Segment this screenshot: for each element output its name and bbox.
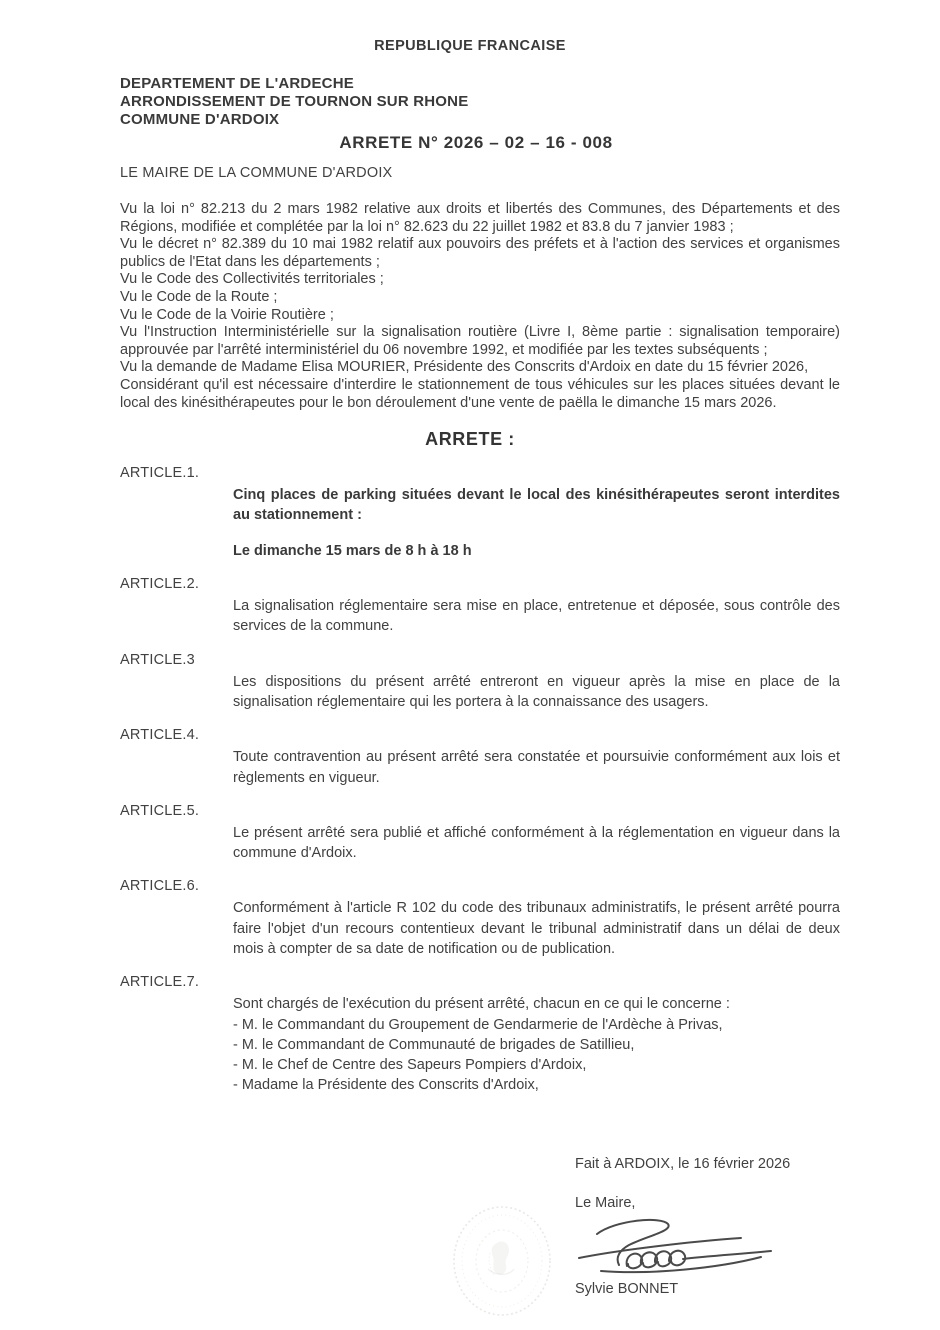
article-paragraph: Cinq places de parking situées devant le local des kinésithérapeutes seront interdites au stationnement : (233, 487, 840, 524)
arrete-heading: ARRETE : (425, 429, 515, 450)
republic-title: REPUBLIQUE FRANCAISE (374, 38, 566, 54)
recital-line: Vu le décret n° 82.389 du 10 mai 1982 relatif aux pouvoirs des préfets et à l'action des services et organismes publics de l'Etat dans les départements ; (120, 236, 840, 270)
department-block (120, 75, 940, 129)
article-label: ARTICLE.4. (120, 727, 200, 744)
article-4 (120, 725, 840, 788)
signature (575, 1214, 790, 1280)
recital-line: Vu le Code des Collectivités territoriales ; (120, 271, 384, 288)
place-date: Fait à ARDOIX, le 16 février 2026 (575, 1156, 791, 1172)
article-list-item: - M. le Commandant de Communauté de brigades de Satillieu, (233, 1036, 635, 1053)
signature-scribble-icon (575, 1214, 775, 1278)
mayor-line: LE MAIRE DE LA COMMUNE D'ARDOIX (120, 165, 393, 181)
article-label: ARTICLE.5. (120, 802, 200, 819)
recital-line: Vu la demande de Madame Elisa MOURIER, Présidente des Conscrits d'Ardoix en date du 15 février 2026, (120, 359, 809, 376)
decree-number: ARRETE N° 2026 – 02 – 16 - 008 (339, 133, 613, 152)
article-body (233, 994, 840, 1095)
signatory-title: Le Maire, (575, 1195, 636, 1211)
recital-line: Vu le Code de la Voirie Routière ; (120, 306, 334, 323)
article-paragraph: Conformément à l'article R 102 du code des tribunaux administratifs, le présent arrêté pourra faire l'objet d'un recours contentieux devant le tribunal administratif dans un délai de deux mois à compter de sa date de notification ou de publication. (233, 900, 840, 957)
closing-block (575, 1155, 790, 1298)
article-list-item: - Madame la Présidente des Conscrits d'Ardoix, (233, 1077, 539, 1094)
article-paragraph: Sont chargés de l'exécution du présent arrêté, chacun en ce qui le concerne : (233, 996, 730, 1013)
arrondissement-line: ARRONDISSEMENT DE TOURNON SUR RHONE (120, 93, 469, 110)
article-list-item: - M. le Chef de Centre des Sapeurs Pompiers d'Ardoix, (233, 1057, 587, 1074)
recital-line: Considérant qu'il est nécessaire d'interdire le stationnement de tous véhicules sur les places situées devant le local des kinésithérapeutes pour le bon déroulement d'une vente de paëlla le dimanche 15 mars 2026. (120, 376, 840, 411)
article-body (233, 747, 840, 788)
official-stamp-icon (450, 1203, 554, 1319)
recital-line: Vu le Code de la Route ; (120, 288, 278, 305)
article-label: ARTICLE.7. (120, 974, 200, 991)
recitals-block (120, 201, 840, 412)
article-5 (120, 801, 840, 864)
article-body (233, 596, 840, 637)
article-label: ARTICLE.2. (120, 576, 200, 593)
article-body (233, 672, 840, 713)
article-label: ARTICLE.6. (120, 878, 200, 895)
article-6 (120, 876, 840, 959)
article-label: ARTICLE.3 (120, 651, 195, 668)
commune-line: COMMUNE D'ARDOIX (120, 111, 280, 128)
article-body (233, 485, 840, 561)
recital-line: Vu l'Instruction Interministérielle sur la signalisation routière (Livre I, 8ème partie : signalisation temporaire) approuvée par l'arrêté interministériel du 06 novembre 1992, et modifiée par les textes subséquents ; (120, 324, 840, 358)
article-7 (120, 972, 840, 1095)
article-paragraph: La signalisation réglementaire sera mise en place, entretenue et déposée, sous contrôle des services de la commune. (233, 598, 840, 635)
signatory-name: Sylvie BONNET (575, 1281, 679, 1297)
article-body (233, 898, 840, 959)
article-1 (120, 463, 840, 561)
article-list-item: - M. le Commandant du Groupement de Gendarmerie de l'Ardèche à Privas, (233, 1016, 723, 1033)
department-line: DEPARTEMENT DE L'ARDECHE (120, 75, 354, 92)
articles-block (120, 463, 840, 1096)
article-paragraph: Les dispositions du présent arrêté entreront en vigueur après la mise en place de la signalisation réglementaire qui les portera à la connaissance des usagers. (233, 673, 840, 710)
article-paragraph: Le présent arrêté sera publié et affiché conformément à la réglementation en vigueur dans la commune d'Ardoix. (233, 824, 840, 862)
article-3 (120, 650, 840, 713)
article-paragraph: Le dimanche 15 mars de 8 h à 18 h (233, 542, 472, 559)
recital-line: Vu la loi n° 82.213 du 2 mars 1982 relative aux droits et libertés des Communes, des Départements et des Régions, modifiée et complétée par la loi n° 82.623 du 22 juillet 1982 et 83.8 du 7 janvier 1983 ; (120, 201, 840, 235)
article-2 (120, 574, 840, 637)
article-label: ARTICLE.1. (120, 465, 200, 482)
article-paragraph: Toute contravention au présent arrêté sera constatée et poursuivie conformément aux lois et règlements en vigueur. (233, 749, 840, 786)
article-body (233, 823, 840, 864)
